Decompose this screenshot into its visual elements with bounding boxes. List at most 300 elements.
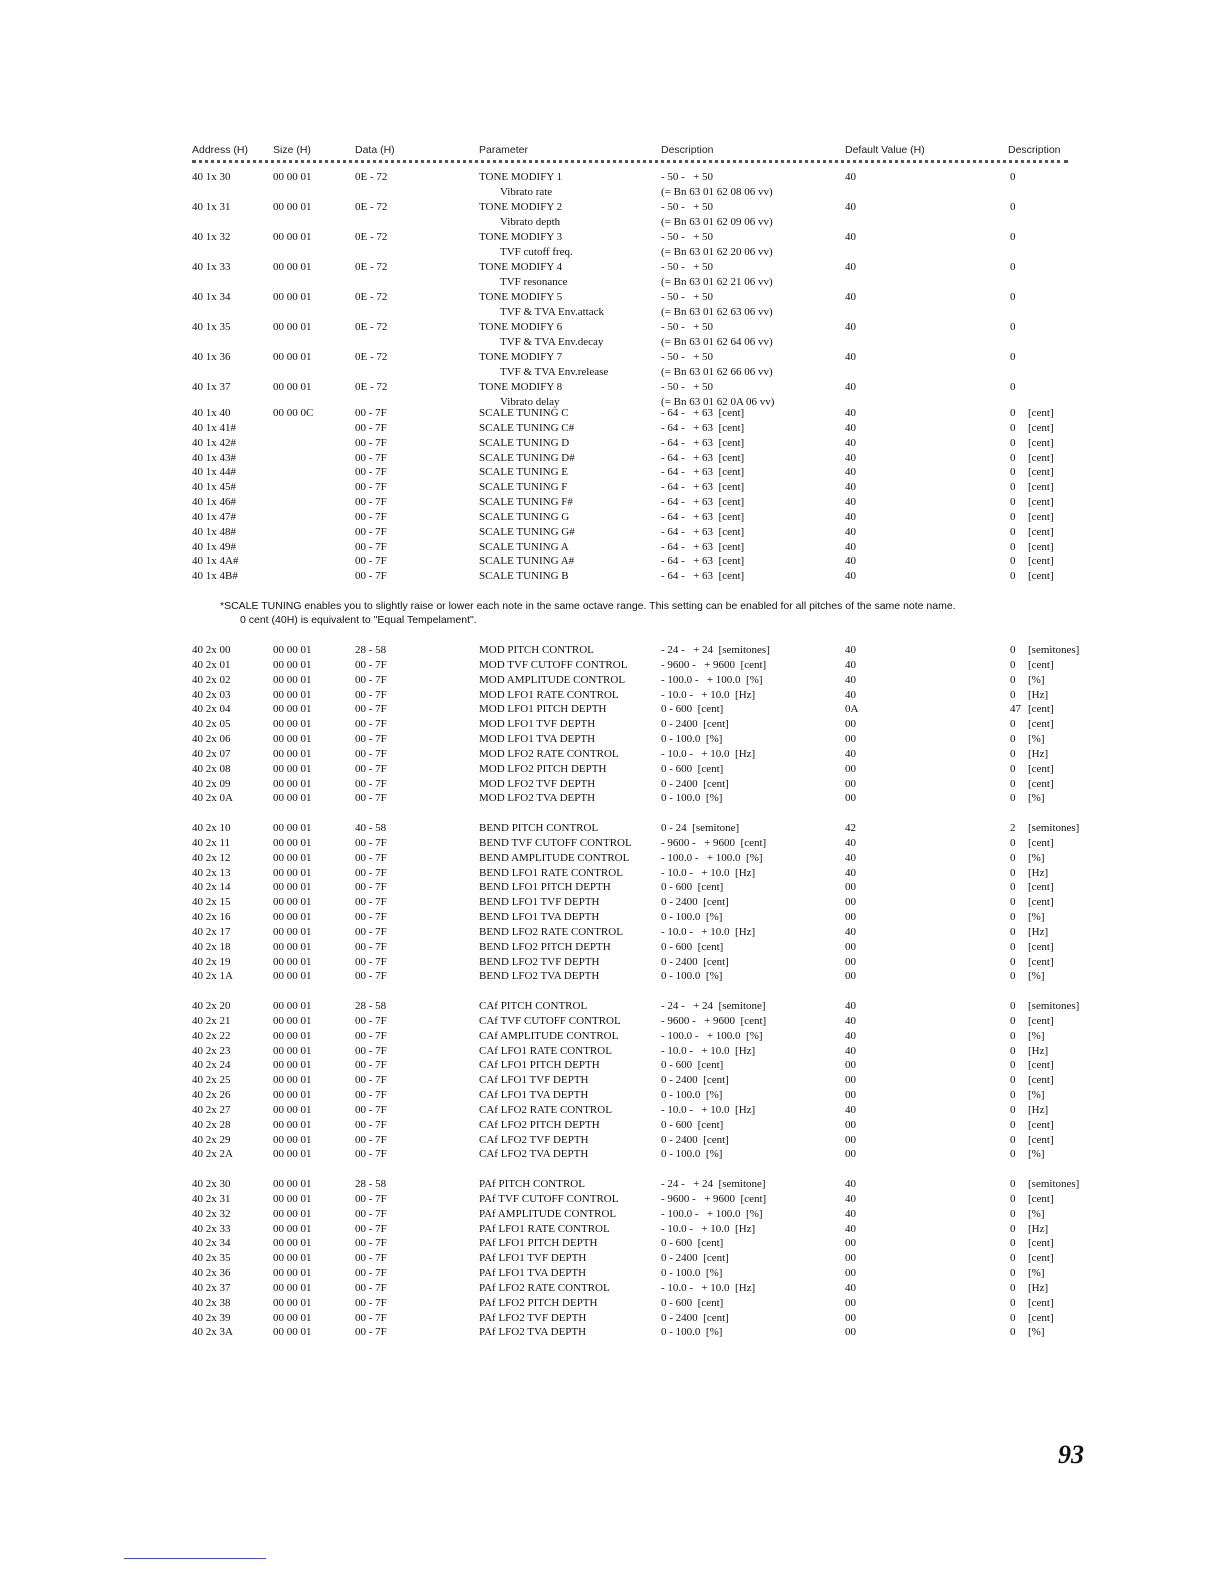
data-range-cell: 00 - 7F xyxy=(355,525,387,538)
address-cell: 40 2x 31 xyxy=(192,1192,231,1205)
address-cell: 40 2x 04 xyxy=(192,703,231,716)
data-range-cell: 00 - 7F xyxy=(355,1311,387,1324)
table-row xyxy=(0,777,1224,792)
parameter-cell: MOD LFO2 TVF DEPTH xyxy=(479,777,596,790)
parameter-cell: MOD LFO2 RATE CONTROL xyxy=(479,747,619,760)
table-row xyxy=(0,569,1224,584)
address-cell: 40 2x 18 xyxy=(192,940,231,953)
value-cell: 0 xyxy=(1010,540,1016,553)
data-range-cell: 00 - 7F xyxy=(355,1089,387,1102)
value-cell: 0 xyxy=(1010,777,1016,790)
address-cell: 40 1x 32 xyxy=(192,231,231,243)
default-value-cell: 00 xyxy=(845,1059,856,1072)
unit-cell: [cent] xyxy=(1028,955,1054,968)
table-row xyxy=(0,260,1224,290)
address-cell: 40 1x 34 xyxy=(192,291,231,303)
parameter-cell: CAf LFO1 TVA DEPTH xyxy=(479,1089,589,1102)
value-cell: 0 xyxy=(1010,658,1016,671)
value-cell: 0 xyxy=(1010,836,1016,849)
address-cell: 40 1x 33 xyxy=(192,261,231,273)
parameter-cell: BEND LFO1 TVF DEPTH xyxy=(479,896,600,909)
value-cell: 0 xyxy=(1010,1267,1016,1280)
data-range-cell: 00 - 7F xyxy=(355,1044,387,1057)
description-cell: - 50 - + 50 xyxy=(661,291,714,303)
default-value-cell: 40 xyxy=(845,1222,856,1235)
default-value-cell: 00 xyxy=(845,881,856,894)
value-cell: 0 xyxy=(1010,1326,1016,1339)
description-cell: 0 - 2400 [cent] xyxy=(661,1311,729,1324)
size-cell: 00 00 01 xyxy=(273,1192,312,1205)
header-size: Size (H) xyxy=(273,144,311,156)
description-cell: 0 - 600 [cent] xyxy=(661,1237,724,1250)
parameter-cell: PAf LFO2 TVA DEPTH xyxy=(479,1326,587,1339)
unit-cell: [%] xyxy=(1028,1207,1045,1220)
size-cell: 00 00 01 xyxy=(273,351,312,363)
default-value-cell: 40 xyxy=(845,201,856,213)
data-range-cell: 00 - 7F xyxy=(355,658,387,671)
description-cell: - 100.0 - + 100.0 [%] xyxy=(661,851,763,864)
default-value-cell: 40 xyxy=(845,231,856,243)
default-value-cell: 40 xyxy=(845,1281,856,1294)
table-row xyxy=(0,1251,1224,1266)
value-cell: 0 xyxy=(1010,644,1016,656)
value-cell: 0 xyxy=(1010,1059,1016,1072)
table-row xyxy=(0,451,1224,466)
size-cell: 00 00 01 xyxy=(273,747,312,760)
unit-cell: [semitones] xyxy=(1028,644,1080,656)
value-cell: 0 xyxy=(1010,1029,1016,1042)
address-cell: 40 2x 15 xyxy=(192,896,231,909)
data-range-cell: 00 - 7F xyxy=(355,1222,387,1235)
unit-cell: [Hz] xyxy=(1028,1103,1049,1116)
table-row xyxy=(0,658,1224,673)
address-cell: 40 2x 00 xyxy=(192,644,231,656)
unit-cell: [Hz] xyxy=(1028,866,1049,879)
unit-cell: [%] xyxy=(1028,1148,1045,1161)
address-cell: 40 1x 49# xyxy=(192,540,236,553)
address-cell: 40 2x 2A xyxy=(192,1148,233,1161)
table-row xyxy=(0,702,1224,717)
table-row xyxy=(0,1118,1224,1133)
value-cell: 0 xyxy=(1010,1148,1016,1161)
default-value-cell: 40 xyxy=(845,673,856,686)
description-cell: - 50 - + 50 xyxy=(661,321,714,333)
description-cell: 0 - 600 [cent] xyxy=(661,703,724,716)
value-cell: 0 xyxy=(1010,1118,1016,1131)
data-range-cell: 00 - 7F xyxy=(355,851,387,864)
address-cell: 40 1x 44# xyxy=(192,466,236,479)
size-cell: 00 00 01 xyxy=(273,171,312,183)
parameter-cell: SCALE TUNING F xyxy=(479,481,568,494)
default-value-cell: 00 xyxy=(845,1326,856,1339)
size-cell: 00 00 01 xyxy=(273,1059,312,1072)
value-cell: 0 xyxy=(1010,1103,1016,1116)
parameter-cell: BEND LFO1 TVA DEPTH xyxy=(479,911,600,924)
description-cell: 0 - 600 [cent] xyxy=(661,1118,724,1131)
parameter-cell: MOD LFO1 RATE CONTROL xyxy=(479,688,619,701)
table-row xyxy=(0,791,1224,806)
address-cell: 40 2x 38 xyxy=(192,1296,231,1309)
default-value-cell: 40 xyxy=(845,658,856,671)
default-value-cell: 40 xyxy=(845,1029,856,1042)
data-range-cell: 0E - 72 xyxy=(355,201,388,213)
default-value-cell: 40 xyxy=(845,644,856,656)
header-data: Data (H) xyxy=(355,144,395,156)
parameter-cell: MOD LFO1 TVA DEPTH xyxy=(479,733,596,746)
address-cell: 40 2x 1A xyxy=(192,970,233,983)
unit-cell: [Hz] xyxy=(1028,688,1049,701)
parameter-cell: BEND AMPLITUDE CONTROL xyxy=(479,851,630,864)
size-cell: 00 00 01 xyxy=(273,1281,312,1294)
description-cell: - 10.0 - + 10.0 [Hz] xyxy=(661,1103,756,1116)
unit-cell: [cent] xyxy=(1028,436,1054,449)
data-range-cell: 00 - 7F xyxy=(355,1148,387,1161)
value-cell: 0 xyxy=(1010,747,1016,760)
default-value-cell: 40 xyxy=(845,1000,856,1012)
table-row xyxy=(0,200,1224,230)
data-range-cell: 00 - 7F xyxy=(355,1281,387,1294)
unit-cell: [cent] xyxy=(1028,1118,1054,1131)
parameter-cell: CAf LFO2 PITCH DEPTH xyxy=(479,1118,600,1131)
data-range-cell: 00 - 7F xyxy=(355,881,387,894)
address-cell: 40 2x 06 xyxy=(192,733,231,746)
parameter-cell: TONE MODIFY 3 xyxy=(479,231,563,243)
data-range-cell: 00 - 7F xyxy=(355,925,387,938)
tone-modify-section xyxy=(0,170,1224,410)
unit-cell: [cent] xyxy=(1028,881,1054,894)
default-value-cell: 40 xyxy=(845,436,856,449)
default-value-cell: 00 xyxy=(845,970,856,983)
description-sub-cell: (= Bn 63 01 62 08 06 vv) xyxy=(661,185,773,198)
unit-cell: [cent] xyxy=(1028,703,1054,716)
value-cell: 47 xyxy=(1010,703,1021,716)
address-cell: 40 2x 11 xyxy=(192,836,231,849)
table-row xyxy=(0,717,1224,732)
size-cell: 00 00 01 xyxy=(273,1089,312,1102)
unit-cell: [cent] xyxy=(1028,1133,1054,1146)
value-cell: 0 xyxy=(1010,570,1016,583)
table-row xyxy=(0,732,1224,747)
parameter-sub-cell: Vibrato depth xyxy=(500,215,561,228)
description-sub-cell: (= Bn 63 01 62 63 06 vv) xyxy=(661,305,773,318)
header-address: Address (H) xyxy=(192,144,249,156)
default-value-cell: 00 xyxy=(845,792,856,805)
address-cell: 40 2x 35 xyxy=(192,1252,231,1265)
table-row xyxy=(0,762,1224,777)
size-cell: 00 00 01 xyxy=(273,703,312,716)
table-row xyxy=(0,1088,1224,1103)
size-cell: 00 00 01 xyxy=(273,718,312,731)
parameter-cell: SCALE TUNING G# xyxy=(479,525,575,538)
size-cell: 00 00 01 xyxy=(273,1118,312,1131)
default-value-cell: 40 xyxy=(845,510,856,523)
description-cell: - 50 - + 50 xyxy=(661,231,714,243)
value-cell: 0 xyxy=(1010,261,1016,273)
table-row xyxy=(0,969,1224,984)
value-cell: 0 xyxy=(1010,1222,1016,1235)
value-cell: 0 xyxy=(1010,881,1016,894)
address-cell: 40 2x 33 xyxy=(192,1222,231,1235)
description-cell: 0 - 100.0 [%] xyxy=(661,1326,723,1339)
value-cell: 0 xyxy=(1010,955,1016,968)
unit-cell: [semitones] xyxy=(1028,1178,1080,1190)
default-value-cell: 40 xyxy=(845,540,856,553)
default-value-cell: 40 xyxy=(845,836,856,849)
value-cell: 0 xyxy=(1010,1311,1016,1324)
description-cell: - 9600 - + 9600 [cent] xyxy=(661,1192,767,1205)
size-cell: 00 00 01 xyxy=(273,866,312,879)
description-cell: 0 - 2400 [cent] xyxy=(661,777,729,790)
table-row xyxy=(0,1296,1224,1311)
description-cell: - 50 - + 50 xyxy=(661,171,714,183)
default-value-cell: 40 xyxy=(845,747,856,760)
default-value-cell: 40 xyxy=(845,1014,856,1027)
value-cell: 0 xyxy=(1010,1133,1016,1146)
value-cell: 0 xyxy=(1010,407,1016,419)
header-description: Description xyxy=(661,144,714,156)
table-row xyxy=(0,1222,1224,1237)
unit-cell: [Hz] xyxy=(1028,1222,1049,1235)
data-range-cell: 00 - 7F xyxy=(355,1237,387,1250)
size-cell: 00 00 01 xyxy=(273,970,312,983)
description-cell: 0 - 600 [cent] xyxy=(661,1059,724,1072)
table-row xyxy=(0,673,1224,688)
unit-cell: [cent] xyxy=(1028,570,1054,583)
table-row xyxy=(0,1266,1224,1281)
address-cell: 40 1x 41# xyxy=(192,421,236,434)
unit-cell: [cent] xyxy=(1028,940,1054,953)
description-cell: 0 - 2400 [cent] xyxy=(661,718,729,731)
data-range-cell: 40 - 58 xyxy=(355,822,387,834)
description-cell: 0 - 600 [cent] xyxy=(661,940,724,953)
table-row xyxy=(0,925,1224,940)
parameter-cell: BEND LFO2 PITCH DEPTH xyxy=(479,940,611,953)
default-value-cell: 42 xyxy=(845,822,856,834)
table-row xyxy=(0,1044,1224,1059)
value-cell: 0 xyxy=(1010,201,1016,213)
address-cell: 40 2x 32 xyxy=(192,1207,231,1220)
default-value-cell: 00 xyxy=(845,896,856,909)
size-cell: 00 00 01 xyxy=(273,231,312,243)
caf-section xyxy=(0,999,1224,1162)
header-description-2: Description xyxy=(1008,144,1061,156)
size-cell: 00 00 01 xyxy=(273,291,312,303)
description-sub-cell: (= Bn 63 01 62 20 06 vv) xyxy=(661,245,773,258)
parameter-cell: PAf PITCH CONTROL xyxy=(479,1178,585,1190)
description-cell: - 50 - + 50 xyxy=(661,201,714,213)
data-range-cell: 28 - 58 xyxy=(355,644,387,656)
data-range-cell: 00 - 7F xyxy=(355,496,387,509)
unit-cell: [%] xyxy=(1028,911,1045,924)
parameter-cell: CAf AMPLITUDE CONTROL xyxy=(479,1029,619,1042)
data-range-cell: 0E - 72 xyxy=(355,171,388,183)
header-divider xyxy=(192,160,1068,163)
table-row xyxy=(0,955,1224,970)
description-cell: - 50 - + 50 xyxy=(661,351,714,363)
address-cell: 40 2x 08 xyxy=(192,762,231,775)
data-range-cell: 00 - 7F xyxy=(355,718,387,731)
default-value-cell: 40 xyxy=(845,851,856,864)
address-cell: 40 2x 20 xyxy=(192,1000,231,1012)
parameter-cell: MOD LFO2 PITCH DEPTH xyxy=(479,762,607,775)
description-cell: - 9600 - + 9600 [cent] xyxy=(661,1014,767,1027)
bend-section xyxy=(0,821,1224,984)
table-row xyxy=(0,436,1224,451)
unit-cell: [cent] xyxy=(1028,555,1054,568)
unit-cell: [cent] xyxy=(1028,407,1054,419)
size-cell: 00 00 01 xyxy=(273,1311,312,1324)
default-value-cell: 40 xyxy=(845,1192,856,1205)
data-range-cell: 00 - 7F xyxy=(355,570,387,583)
table-row xyxy=(0,940,1224,955)
default-value-cell: 40 xyxy=(845,555,856,568)
data-range-cell: 00 - 7F xyxy=(355,747,387,760)
value-cell: 0 xyxy=(1010,525,1016,538)
unit-cell: [cent] xyxy=(1028,481,1054,494)
size-cell: 00 00 01 xyxy=(273,1074,312,1087)
size-cell: 00 00 01 xyxy=(273,1252,312,1265)
description-sub-cell: (= Bn 63 01 62 0A 06 vv) xyxy=(661,395,775,408)
description-cell: - 10.0 - + 10.0 [Hz] xyxy=(661,925,756,938)
size-cell: 00 00 01 xyxy=(273,836,312,849)
parameter-cell: MOD LFO2 TVA DEPTH xyxy=(479,792,596,805)
unit-cell: [cent] xyxy=(1028,1237,1054,1250)
parameter-cell: PAf LFO2 RATE CONTROL xyxy=(479,1281,610,1294)
size-cell: 00 00 01 xyxy=(273,1133,312,1146)
value-cell: 0 xyxy=(1010,555,1016,568)
value-cell: 0 xyxy=(1010,866,1016,879)
data-range-cell: 00 - 7F xyxy=(355,792,387,805)
table-row xyxy=(0,851,1224,866)
default-value-cell: 00 xyxy=(845,1089,856,1102)
size-cell: 00 00 01 xyxy=(273,1044,312,1057)
table-row xyxy=(0,510,1224,525)
parameter-cell: SCALE TUNING D# xyxy=(479,451,575,464)
unit-cell: [cent] xyxy=(1028,496,1054,509)
address-cell: 40 2x 09 xyxy=(192,777,231,790)
description-cell: 0 - 2400 [cent] xyxy=(661,1074,729,1087)
value-cell: 0 xyxy=(1010,1281,1016,1294)
table-row xyxy=(0,1207,1224,1222)
unit-cell: [cent] xyxy=(1028,777,1054,790)
parameter-sub-cell: TVF & TVA Env.attack xyxy=(500,305,604,318)
description-cell: - 64 - + 63 [cent] xyxy=(661,451,745,464)
default-value-cell: 40 xyxy=(845,481,856,494)
address-cell: 40 1x 4A# xyxy=(192,555,239,568)
address-cell: 40 1x 31 xyxy=(192,201,231,213)
data-range-cell: 00 - 7F xyxy=(355,421,387,434)
size-cell: 00 00 01 xyxy=(273,955,312,968)
parameter-sub-cell: Vibrato delay xyxy=(500,395,560,408)
default-value-cell: 00 xyxy=(845,1118,856,1131)
data-range-cell: 00 - 7F xyxy=(355,1133,387,1146)
header-default-value: Default Value (H) xyxy=(845,144,925,156)
data-range-cell: 00 - 7F xyxy=(355,836,387,849)
default-value-cell: 40 xyxy=(845,171,856,183)
value-cell: 0 xyxy=(1010,1296,1016,1309)
parameter-sub-cell: TVF & TVA Env.decay xyxy=(500,335,604,348)
description-cell: 0 - 100.0 [%] xyxy=(661,1267,723,1280)
parameter-cell: MOD LFO1 TVF DEPTH xyxy=(479,718,596,731)
data-range-cell: 00 - 7F xyxy=(355,940,387,953)
description-cell: 0 - 100.0 [%] xyxy=(661,911,723,924)
default-value-cell: 00 xyxy=(845,733,856,746)
unit-cell: [%] xyxy=(1028,673,1045,686)
parameter-sub-cell: Vibrato rate xyxy=(500,185,553,198)
description-cell: - 9600 - + 9600 [cent] xyxy=(661,658,767,671)
address-cell: 40 2x 21 xyxy=(192,1014,231,1027)
data-range-cell: 00 - 7F xyxy=(355,1074,387,1087)
description-cell: - 100.0 - + 100.0 [%] xyxy=(661,1207,763,1220)
data-range-cell: 00 - 7F xyxy=(355,866,387,879)
description-cell: - 10.0 - + 10.0 [Hz] xyxy=(661,1222,756,1235)
description-cell: 0 - 2400 [cent] xyxy=(661,955,729,968)
table-row xyxy=(0,495,1224,510)
description-cell: - 10.0 - + 10.0 [Hz] xyxy=(661,866,756,879)
unit-cell: [Hz] xyxy=(1028,1281,1049,1294)
address-cell: 40 1x 36 xyxy=(192,351,231,363)
description-cell: - 64 - + 63 [cent] xyxy=(661,407,745,419)
address-cell: 40 2x 28 xyxy=(192,1118,231,1131)
default-value-cell: 00 xyxy=(845,911,856,924)
data-range-cell: 0E - 72 xyxy=(355,231,388,243)
footer-line xyxy=(124,1558,266,1559)
data-range-cell: 00 - 7F xyxy=(355,540,387,553)
table-row xyxy=(0,350,1224,380)
size-cell: 00 00 01 xyxy=(273,1014,312,1027)
value-cell: 0 xyxy=(1010,1192,1016,1205)
value-cell: 0 xyxy=(1010,321,1016,333)
description-cell: 0 - 100.0 [%] xyxy=(661,1148,723,1161)
parameter-cell: CAf PITCH CONTROL xyxy=(479,1000,588,1012)
description-cell: - 64 - + 63 [cent] xyxy=(661,421,745,434)
data-range-cell: 00 - 7F xyxy=(355,1029,387,1042)
address-cell: 40 2x 17 xyxy=(192,925,231,938)
address-cell: 40 2x 30 xyxy=(192,1178,231,1190)
address-cell: 40 2x 10 xyxy=(192,822,231,834)
data-range-cell: 00 - 7F xyxy=(355,1296,387,1309)
default-value-cell: 40 xyxy=(845,925,856,938)
size-cell: 00 00 01 xyxy=(273,1103,312,1116)
scale-tuning-section xyxy=(0,406,1224,584)
data-range-cell: 00 - 7F xyxy=(355,481,387,494)
default-value-cell: 40 xyxy=(845,1044,856,1057)
default-value-cell: 40 xyxy=(845,407,856,419)
parameter-cell: MOD LFO1 PITCH DEPTH xyxy=(479,703,607,716)
parameter-cell: BEND LFO2 TVA DEPTH xyxy=(479,970,600,983)
unit-cell: [cent] xyxy=(1028,466,1054,479)
size-cell: 00 00 01 xyxy=(273,1207,312,1220)
address-cell: 40 2x 27 xyxy=(192,1103,231,1116)
parameter-cell: TONE MODIFY 5 xyxy=(479,291,563,303)
parameter-cell: CAf LFO1 RATE CONTROL xyxy=(479,1044,612,1057)
size-cell: 00 00 01 xyxy=(273,1178,312,1190)
size-cell: 00 00 01 xyxy=(273,201,312,213)
data-range-cell: 00 - 7F xyxy=(355,1014,387,1027)
unit-cell: [cent] xyxy=(1028,1014,1054,1027)
table-row xyxy=(0,480,1224,495)
value-cell: 0 xyxy=(1010,688,1016,701)
value-cell: 2 xyxy=(1010,822,1016,834)
unit-cell: [cent] xyxy=(1028,718,1054,731)
parameter-cell: CAf LFO2 TVA DEPTH xyxy=(479,1148,589,1161)
parameter-cell: SCALE TUNING G xyxy=(479,510,570,523)
description-cell: - 64 - + 63 [cent] xyxy=(661,525,745,538)
parameter-cell: PAf LFO1 TVF DEPTH xyxy=(479,1252,587,1265)
description-cell: - 64 - + 63 [cent] xyxy=(661,481,745,494)
data-range-cell: 00 - 7F xyxy=(355,911,387,924)
address-cell: 40 2x 26 xyxy=(192,1089,231,1102)
